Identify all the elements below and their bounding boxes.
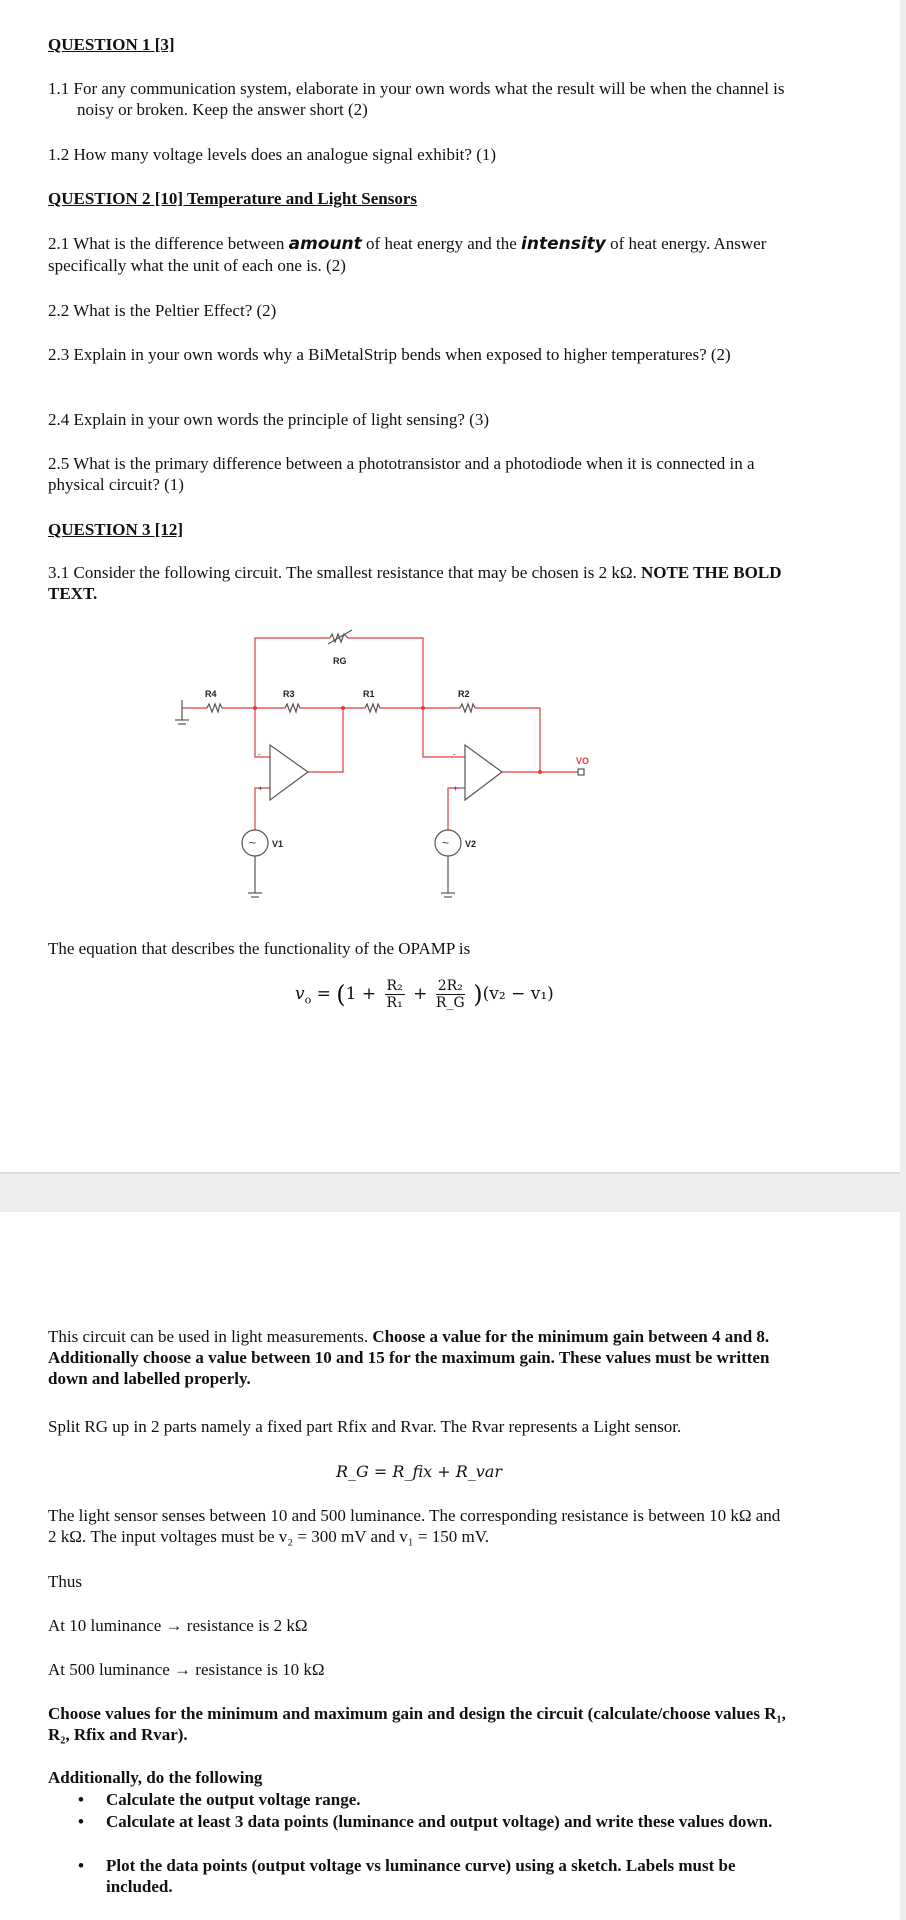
resistor-r4 [207,704,222,712]
circuit-wires [182,638,578,830]
list-item: • Calculate at least 3 data points (luminance and output voltage) and write these values down. [78,1812,773,1831]
svg-text:-: - [453,750,456,759]
question-3-heading: QUESTION 3 [12] [48,520,184,539]
question-2-heading: QUESTION 2 [10] Temperature and Light Sensors [48,189,418,208]
question-2-2: 2.2 What is the Peltier Effect? (2) [48,301,277,320]
opamp-2 [465,745,502,800]
opamp-1 [270,745,308,800]
note-bold-text: NOTE THE BOLD TEXT. [48,563,782,603]
label-vo: VO [576,756,590,766]
rg-equation: R_G = R_fix + R_var [336,1462,502,1481]
question-1-1: 1.1 For any communication system, elaborate in your own words what the result will be when the channel is noisy or broken. Keep the answer short (2) [48,79,785,119]
svg-text:+: + [258,784,263,793]
light-sensor-paragraph: The light sensor senses between 10 and 500 luminance. The corresponding resistance is between 10 kΩ and 2 kΩ. The input voltages must be v₂ = 300 mV and v₁ = 150 mV. [48,1506,781,1546]
split-rg-paragraph: Split RG up in 2 parts namely a fixed part Rfix and Rvar. The Rvar represents a Light sensor. [48,1417,682,1436]
question-2-5: 2.5 What is the primary difference between a phototransistor and a photodiode when it is connected in a physical circuit? (1) [48,454,755,494]
output-terminal [578,769,584,775]
opamp-equation: $v_o = (1$ + $\frac{\text{R₂}}{\text{R₁}}$ + $\frac{\text{2R₂}}{R\_G}$ )(v₂ − v₁) [295,978,554,1011]
question-3-1: 3.1 Consider the following circuit. The smallest resistance that may be chosen is 2 kΩ. NOTE THE BOLD TEXT. [48,563,782,603]
svg-text:+: + [453,784,458,793]
additionally-heading: Additionally, do the following [48,1768,263,1787]
circuit-components [175,630,584,897]
label-v1: V1 [272,839,284,849]
thus-label: Thus [48,1572,82,1591]
resistor-r3 [285,704,300,712]
list-item: • Calculate the output voltage range. [78,1790,361,1809]
emphasis-amount: amount [288,234,362,254]
label-r4: R4 [205,689,217,699]
luminance-500-line: At 500 luminance → resistance is 10 kΩ [48,1660,325,1679]
instrumentation-amplifier-circuit [160,620,620,920]
viewer-edge [900,0,906,1920]
luminance-10-line: At 10 luminance → resistance is 2 kΩ [48,1616,308,1635]
list-item: • Plot the data points (output voltage vs luminance curve) using a sketch. Labels must be included. [78,1856,736,1896]
question-1-heading: QUESTION 1 [3] [48,35,175,54]
label-r1: R1 [363,689,375,699]
document-page-2 [0,1212,906,1920]
question-2-1: 2.1 What is the difference between amount of heat energy and the intensity of heat energy. Answer specifically what the unit of each one is. (2) [48,234,767,275]
svg-text:~: ~ [442,836,450,850]
question-2-3: 2.3 Explain in your own words why a BiMetalStrip bends when exposed to higher temperatures? (2) [48,345,731,364]
design-instruction: Choose values for the minimum and maximum gain and design the circuit (calculate/choose values R₁, R₂, Rfix and Rvar). [48,1704,786,1744]
resistor-r2 [460,704,475,712]
emphasis-intensity: intensity [521,234,606,254]
label-v2: V2 [465,839,477,849]
question-1-2: 1.2 How many voltage levels does an analogue signal exhibit? (1) [48,145,497,164]
question-2-4: 2.4 Explain in your own words the principle of light sensing? (3) [48,410,489,429]
equation-intro: The equation that describes the functionality of the OPAMP is [48,939,471,958]
label-rg: RG [333,656,347,666]
page-break [0,1172,906,1214]
light-measurement-paragraph: This circuit can be used in light measurements. Choose a value for the minimum gain between 4 and 8. Additionally choose a value between 10 and 15 for the maximum gain. These values must be written down and labelled properly. [48,1327,770,1388]
svg-text:~: ~ [249,836,257,850]
label-r2: R2 [458,689,470,699]
label-r3: R3 [283,689,295,699]
svg-text:-: - [258,750,261,759]
resistor-r1 [365,704,380,712]
